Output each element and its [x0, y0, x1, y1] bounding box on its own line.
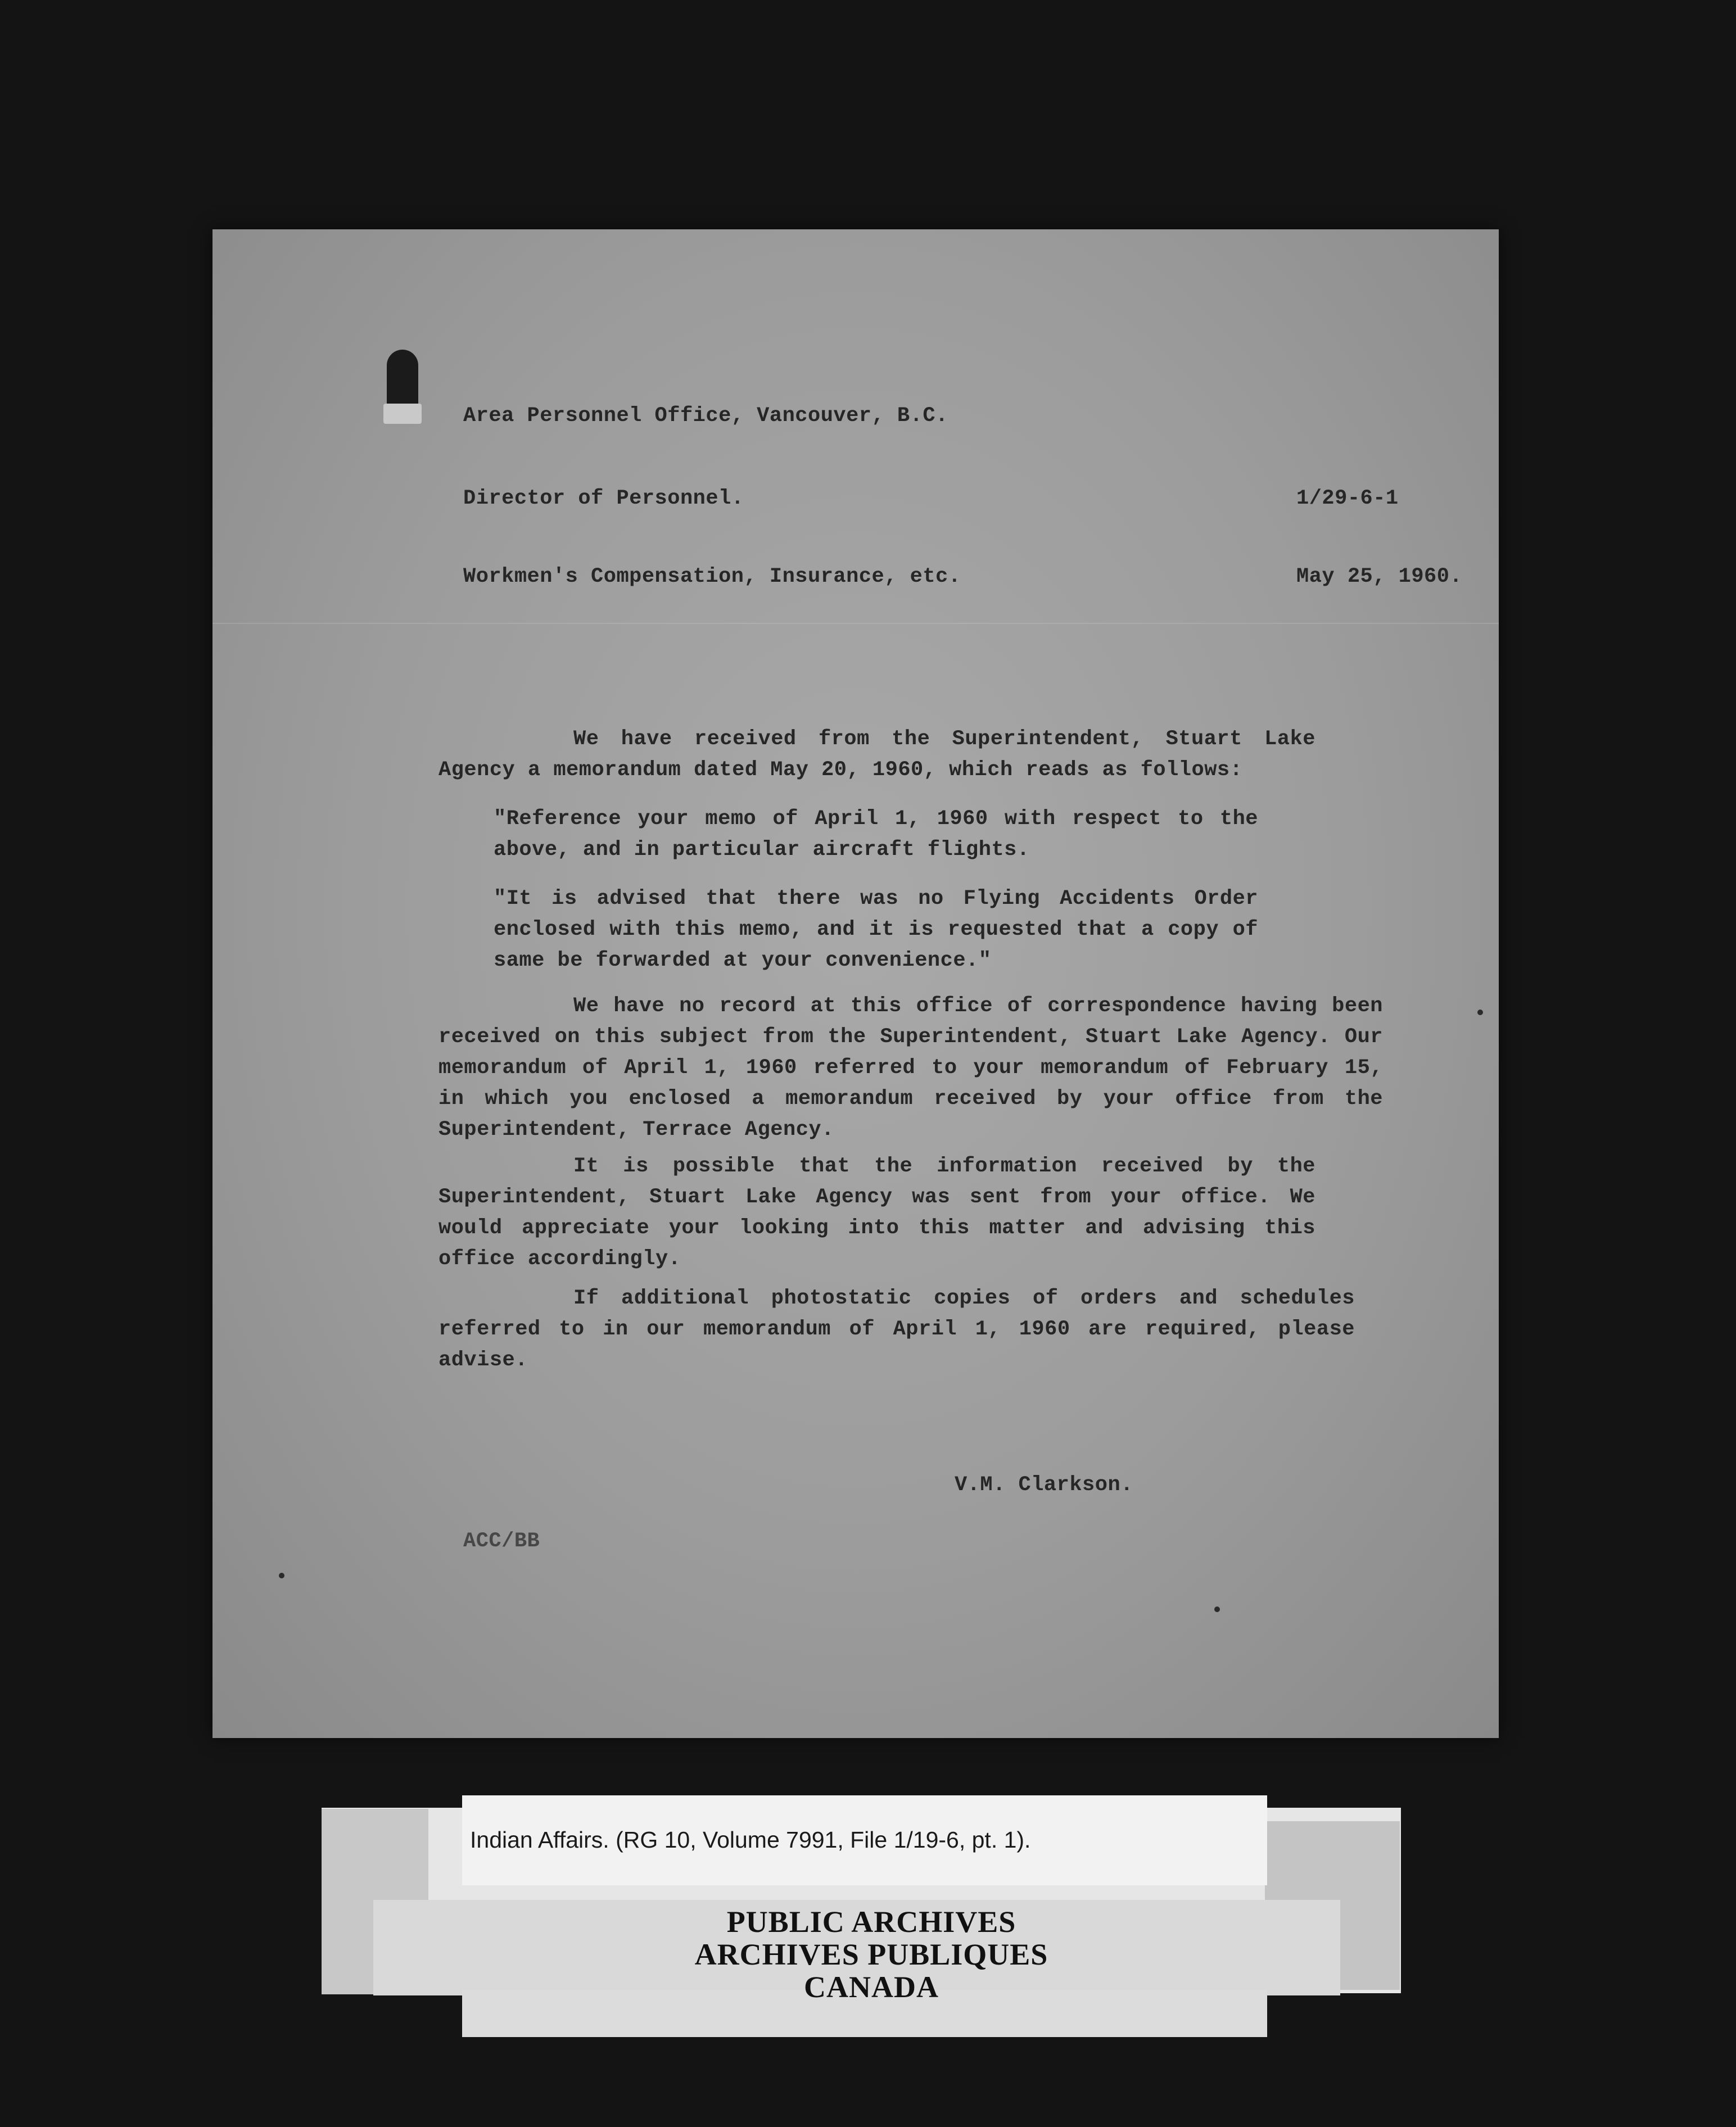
- speck: [279, 1573, 284, 1578]
- archive-stamp-line: CANADA: [804, 1970, 939, 2004]
- memo-from: Director of Personnel.: [463, 487, 744, 510]
- memo-quote: "Reference your memo of April 1, 1960 with respect to the above, and in particular aircraft flights.: [494, 807, 1271, 862]
- archive-reference: Indian Affairs. (RG 10, Volume 7991, File 1/19-6, pt. 1).: [470, 1827, 1031, 1853]
- archive-stamp-line: PUBLIC ARCHIVES: [726, 1905, 1016, 1939]
- archive-stamp-line: ARCHIVES PUBLIQUES: [694, 1938, 1048, 1971]
- memo-file-number: 1/29-6-1: [1296, 487, 1399, 510]
- speck: [1214, 1606, 1220, 1612]
- memo-paragraph: It is possible that the information received by the Superintendent, Stuart Lake Agency was sent from your office. We would appreciate your looking into this matter and advising this office accordingly.: [438, 1155, 1328, 1271]
- typist-initials: ACC/BB: [463, 1529, 540, 1553]
- memo-quote: "It is advised that there was no Flying Accidents Order enclosed with this memo, and it is requested that a copy of same be forwarded at your convenience.": [494, 887, 1271, 972]
- memo-page: [213, 229, 1499, 1738]
- speck: [1477, 1010, 1483, 1015]
- memo-paragraph: We have no record at this office of correspondence having been received on this subject from the Superintendent, Stuart Lake Agency. Our memorandum of April 1, 1960 referred to your memorandum of February 15, in which you enclosed a memorandum received by your office from the Superintendent, Terrace Agency.: [438, 994, 1396, 1142]
- memo-to: Area Personnel Office, Vancouver, B.C.: [463, 404, 948, 428]
- memo-paragraph: We have received from the Superintendent, Stuart Lake Agency a memorandum dated May 20, 1960, which reads as follows:: [438, 727, 1328, 782]
- punch-hole: [387, 350, 418, 411]
- fold-line: [213, 623, 1499, 624]
- signature-block: V.M. Clarkson.: [955, 1473, 1133, 1497]
- memo-paragraph: If additional photostatic copies of orders and schedules referred to in our memorandum of April 1, 1960 are required, please advise.: [438, 1287, 1368, 1372]
- memo-date: May 25, 1960.: [1296, 565, 1463, 589]
- memo-subject: Workmen's Compensation, Insurance, etc.: [463, 565, 961, 589]
